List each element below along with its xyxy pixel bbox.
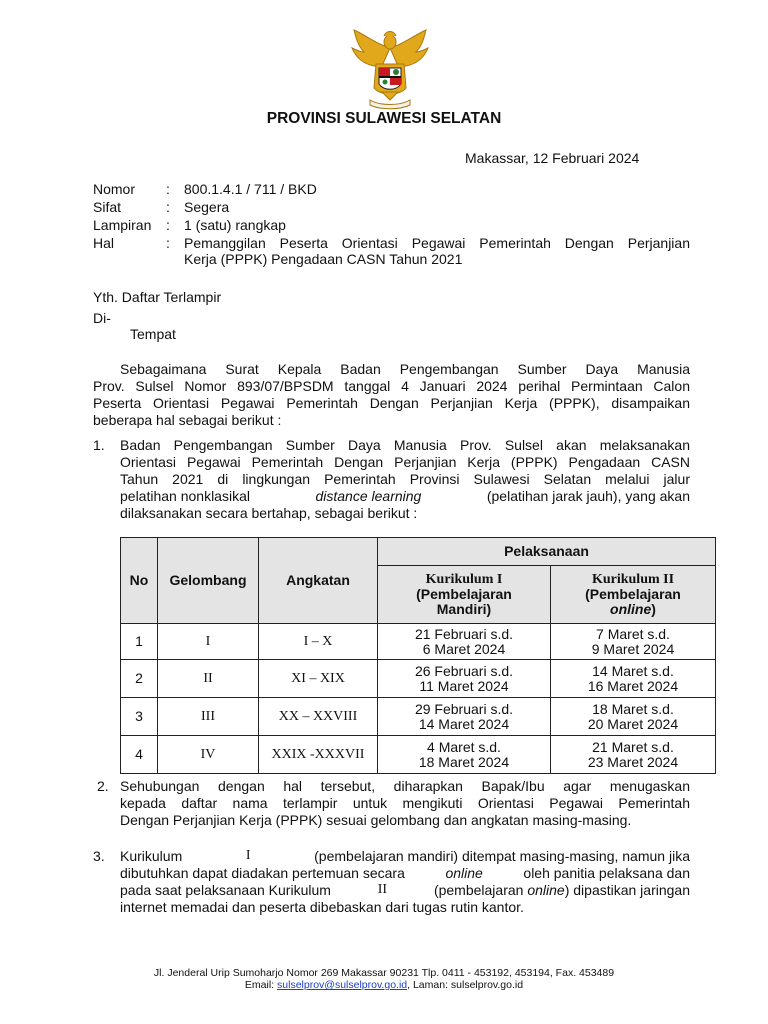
cell-no: 3 [121, 698, 158, 736]
intro-line: Peserta Orientasi Pegawai Pemerintah Dengan Perjanjian Kerja (PPPK), disampaikan [93, 395, 690, 411]
item3-text: oleh panitia pelaksana dan [523, 865, 690, 881]
cell-no: 4 [121, 736, 158, 774]
recipient-line: Yth. Daftar Terlampir [93, 289, 222, 305]
item3-text: pada saat pelaksanaan Kurikulum [120, 882, 331, 898]
intro-line: Prov. Sulsel Nomor 893/07/BPSDM tanggal 4 Januari 2024 perihal Permintaan Calon [93, 378, 690, 394]
date-end: 6 Maret 2024 [422, 640, 506, 657]
date-start: 14 Maret s.d. [592, 662, 674, 679]
meta-colon: : [166, 235, 170, 251]
item1-text: pelatihan nonklasikal [120, 488, 250, 504]
cell-angkatan: XXIX -XXXVII [259, 736, 378, 774]
cell-kurikulum-2 [551, 624, 716, 660]
item3-text: dibutuhkan dapat diadakan pertemuan secara [120, 865, 405, 881]
cell-kurikulum-2 [551, 660, 716, 698]
province-title: PROVINSI SULAWESI SELATAN [266, 110, 502, 127]
intro-line: beberapa hal sebagai berikut : [93, 412, 282, 428]
cell-angkatan: I – X [259, 624, 378, 660]
item1-line: Tahun 2021 di lingkungan Pemerintah Provinsi Sulawesi Selatan melalui jalur [120, 471, 690, 487]
cell-kurikulum-1 [378, 698, 551, 736]
meta-value-sifat: Segera [184, 199, 230, 215]
intro-line: Sebagaimana Surat Kepala Badan Pengembangan Sumber Daya Manusia [120, 361, 690, 377]
item3-text-part: (pembelajaran [433, 882, 524, 898]
col-header-no: No [121, 538, 158, 624]
col-header-gelombang: Gelombang [158, 538, 259, 624]
item2-line3: Dengan Perjanjian Kerja (PPPK) sesuai gelombang dan angkatan masing-masing. [120, 812, 632, 828]
meta-value-nomor: 800.1.4.1 / 711 / BKD [184, 181, 317, 197]
cell-gelombang: III [158, 698, 259, 736]
col-header-kurikulum-2 [551, 566, 716, 624]
item2-line: kepada daftar nama terlampir untuk mengikuti Orientasi Pegawai Pemerintah [120, 795, 690, 811]
table-row [121, 736, 716, 774]
item3-line4: internet memadai dan peserta dibebaskan dari tugas rutin kantor. [120, 899, 524, 915]
item3-text: Kurikulum [120, 848, 183, 864]
item1-line5: dilaksanakan secara bertahap, sebagai berikut : [120, 505, 418, 521]
kurikulum-2-sub: (Pembelajaran [585, 586, 681, 602]
item1-line: Badan Pengembangan Sumber Daya Manusia Prov. Sulsel akan melaksanakan [120, 437, 690, 453]
kurikulum-1-sub: (Pembelajaran [416, 586, 512, 602]
date-start: 29 Februari s.d. [414, 700, 514, 717]
date-start: 26 Februari s.d. [414, 662, 514, 679]
item1-italic: distance learning [315, 488, 422, 504]
item3-text-part: ) dipastikan jaringan [564, 882, 690, 898]
item1-text: (pelatihan jarak jauh), yang akan [486, 488, 690, 504]
item-number: 1. [93, 437, 105, 453]
online-italic: online [610, 601, 652, 617]
date-start: 7 Maret s.d. [596, 625, 670, 642]
item-number: 3. [93, 848, 105, 864]
meta-colon: : [166, 199, 170, 215]
cell-gelombang: II [158, 660, 259, 698]
date-end: 20 Maret 2024 [587, 715, 679, 732]
place-date: Makassar, 12 Februari 2024 [465, 150, 640, 166]
date-end: 23 Maret 2024 [587, 753, 679, 770]
table-row [121, 698, 716, 736]
footer-address: Jl. Jenderal Urip Sumoharjo Nomor 269 Makassar 90231 Tlp. 0411 - 453192, 453194, Fax. 453489 [153, 967, 615, 979]
recipient-tempat: Tempat [130, 326, 176, 342]
item3-italic: online [445, 865, 483, 881]
cell-kurikulum-1 [378, 624, 551, 660]
item3-roman: II [377, 882, 388, 897]
kurikulum-1-title: Kurikulum I [425, 572, 503, 587]
cell-gelombang: IV [158, 736, 259, 774]
meta-value-hal-line2: Kerja (PPPK) Pengadaan CASN Tahun 2021 [184, 251, 463, 267]
date-start: 21 Februari s.d. [414, 625, 514, 642]
item2-line: Sehubungan dengan hal tersebut, diharapkan Bapak/Ibu agar menugaskan [120, 778, 690, 794]
item1-line: Orientasi Pegawai Pemerintah Dengan Perjanjian Kerja (PPPK) Pengadaan CASN [120, 454, 690, 470]
cell-kurikulum-1 [378, 736, 551, 774]
date-start: 4 Maret s.d. [427, 738, 501, 755]
date-start: 21 Maret s.d. [592, 738, 674, 755]
item3-roman: I [245, 848, 251, 863]
cell-kurikulum-2 [551, 698, 716, 736]
item3-line2 [120, 865, 690, 881]
cell-angkatan: XX – XXVIII [259, 698, 378, 736]
cell-no: 2 [121, 660, 158, 698]
cell-kurikulum-2 [551, 736, 716, 774]
item1-line4 [120, 488, 690, 504]
cell-kurikulum-1 [378, 660, 551, 698]
item3-text: (pembelajaran mandiri) ditempat masing-masing, namun jika [314, 848, 690, 864]
kurikulum-1-sub: Mandiri) [436, 601, 492, 617]
date-end: 18 Maret 2024 [418, 753, 510, 770]
table-row [121, 660, 716, 698]
schedule-table [120, 537, 716, 774]
date-end: 9 Maret 2024 [591, 640, 675, 657]
item3-line3 [120, 882, 690, 898]
cell-no: 1 [121, 624, 158, 660]
col-header-angkatan: Angkatan [259, 538, 378, 624]
item3-italic: online [527, 882, 565, 898]
table-row [121, 624, 716, 660]
item3-text [434, 882, 690, 898]
date-end: 11 Maret 2024 [419, 677, 509, 694]
recipient-di: Di- [93, 310, 111, 326]
item-number: 2. [97, 778, 109, 794]
date-end: 16 Maret 2024 [587, 677, 679, 694]
footer-contact [0, 979, 768, 991]
date-start: 18 Maret s.d. [592, 700, 674, 717]
meta-label-nomor: Nomor [93, 181, 136, 197]
meta-value-hal: Pemanggilan Peserta Orientasi Pegawai Pemerintah Dengan Perjanjian [184, 235, 690, 251]
garuda-emblem-logo [346, 26, 434, 112]
col-header-pelaksanaan: Pelaksanaan [378, 538, 716, 566]
meta-label-lampiran: Lampiran [93, 217, 152, 233]
footer-email-link[interactable]: sulselprov@sulselprov.go.id [277, 979, 408, 991]
kurikulum-2-title: Kurikulum II [591, 572, 675, 587]
footer-email-label: Email: [244, 979, 278, 991]
footer-web: , Laman: sulselprov.go.id [407, 979, 524, 991]
meta-value-lampiran: 1 (satu) rangkap [184, 217, 286, 233]
item3-line1 [120, 848, 690, 864]
meta-label-sifat: Sifat [93, 199, 122, 215]
date-end: 14 Maret 2024 [418, 715, 510, 732]
paren: ) [651, 601, 656, 617]
meta-colon: : [166, 181, 170, 197]
col-header-kurikulum-1 [378, 566, 551, 624]
meta-colon: : [166, 217, 170, 233]
cell-angkatan: XI – XIX [259, 660, 378, 698]
kurikulum-2-sub [551, 602, 715, 617]
meta-label-hal: Hal [93, 235, 115, 251]
cell-gelombang: I [158, 624, 259, 660]
